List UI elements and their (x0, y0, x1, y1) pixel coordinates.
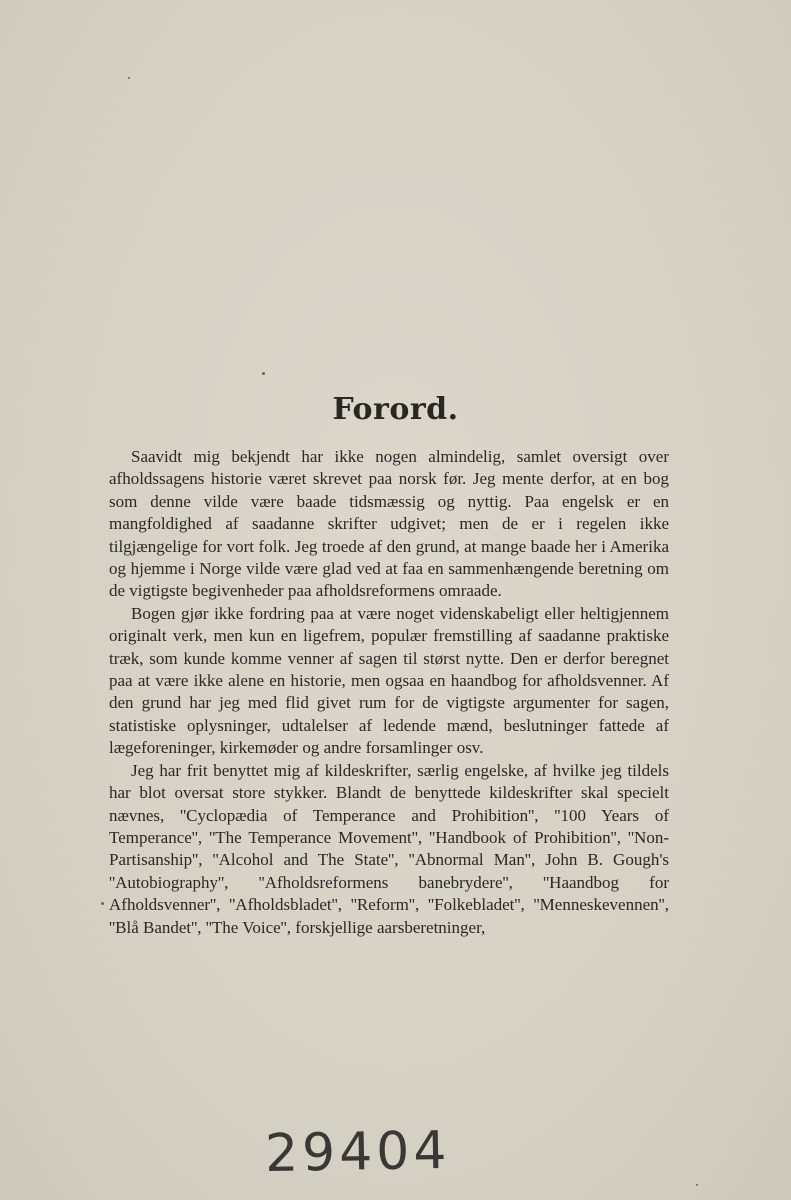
paper-speck (101, 902, 104, 905)
paragraph-3: Jeg har frit benyttet mig af kildeskrifter, særlig engelske, af hvilke jeg tildels har blot oversat store stykker. Blandt de benyttede kildeskrifter skal specielt nævnes, ''Cyclopædia of Temperance and Prohibition'', ''100 Years of Temperance'', ''The Temperance Movement'', ''Handbook of Prohibition'', ''Non-Partisanship'', ''Alcohol and The State'', ''Abnormal Man'', John B. Gough's ''Autobiography'', ''Afholdsreformens banebrydere'', ''Haandbog for Afholdsvenner'', ''Afholdsbladet'', ''Reform'', ''Folkebladet'', ''Menneskevennen'', ''Blå Bandet'', ''The Voice'', forskjellige aarsberetninger, (109, 760, 669, 937)
paragraph-2: Bogen gjør ikke fordring paa at være noget videnskabeligt eller heltigjennem originalt verk, men kun en ligefrem, populær fremstilling af saadanne praktiske træk, som kunde komme venner af sagen til størst nytte. Den er derfor beregnet paa at være ikke alene en historie, men ogsaa en haandbog for afholdsvenner. Af den grund har jeg med flid givet rum for de vigtigste argumenter for sagen, statistiske oplysninger, udtalelser af ledende mænd, beslutninger fattede af lægeforeninger, kirkemøder og andre forsamlinger osv. (109, 603, 669, 758)
handwritten-number: 29404 (264, 1120, 451, 1185)
paper-speck (128, 77, 130, 79)
paragraph-1: Saavidt mig bekjendt har ikke nogen almindelig, samlet oversigt over afholdssagens historie været skrevet paa norsk før. Jeg mente derfor, at en bog som denne vilde være baade tidsmæssig og nyttig. Paa engelsk er en mangfoldighed af saadanne skrifter udgivet; men de er i regelen ikke tilgjængelige for vort folk. Jeg troede af den grund, at mange baade her i Amerika og hjemme i Norge vilde være glad ved at faa en sammenhængende beretning om de vigtigste begivenheder paa afholdsreformens omraade. (109, 447, 669, 601)
body-text (109, 446, 669, 939)
paper-speck (696, 1184, 698, 1186)
page-title: Forord. (332, 392, 459, 427)
paper-speck (262, 372, 265, 375)
